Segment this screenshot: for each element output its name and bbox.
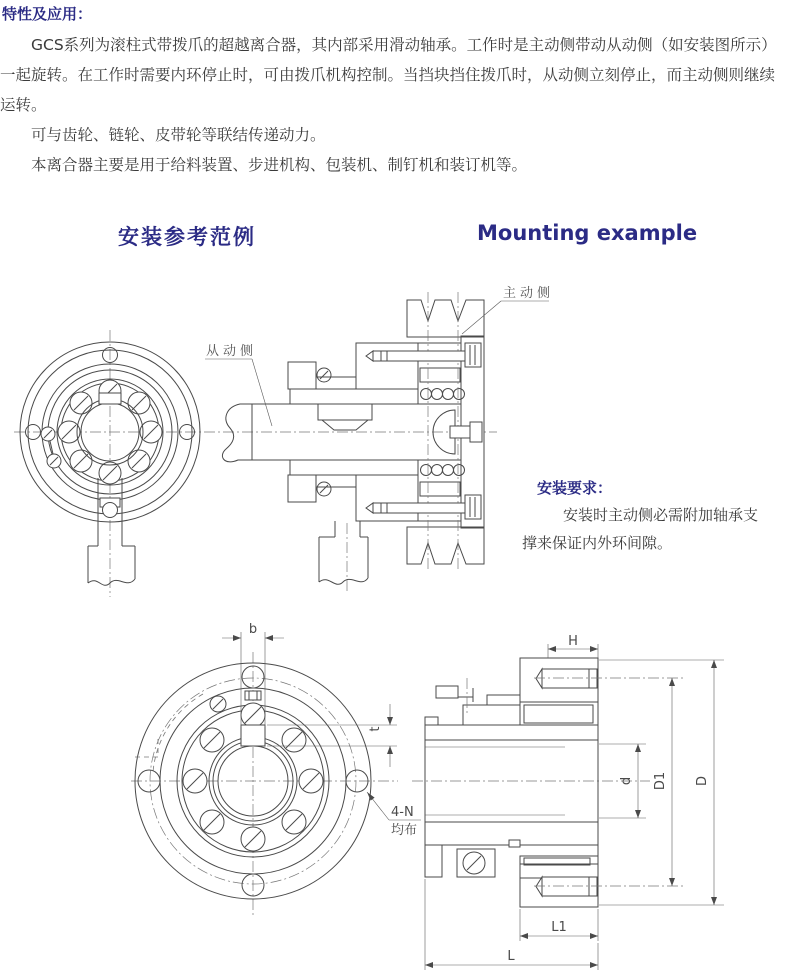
page-title: 特性及应用：	[2, 5, 93, 23]
dimensioned-front-view	[131, 622, 421, 917]
clamp-bolt-top	[366, 343, 481, 367]
dim-D1	[653, 678, 675, 886]
dim-H	[548, 634, 598, 658]
mounting-note-line: 撑来保证内外环间隙。	[522, 534, 673, 552]
mounting-note-line: 安装时主动侧必需附加轴承支	[563, 506, 759, 524]
keyway	[241, 725, 265, 746]
holes-count-label: 4-N	[391, 805, 414, 820]
dim-D-label: D	[695, 775, 710, 787]
clamp-bolt-bottom	[366, 495, 481, 519]
mounting-note-title: 安装要求：	[537, 479, 613, 497]
keyway	[99, 393, 121, 404]
intro-line: 可与齿轮、链轮、皮带轮等联结传递动力。	[31, 126, 326, 144]
dim-L-label: L	[507, 949, 515, 964]
dim-D1-label: D1	[653, 771, 668, 791]
dim-L1-label: L1	[551, 920, 567, 935]
holes-callout	[367, 792, 421, 838]
heading-mounting-cn: 安装参考范例	[118, 225, 256, 249]
dimension-figure	[0, 600, 800, 977]
section-view-clutch-pulley	[222, 292, 484, 594]
pulley-rim-top	[407, 300, 484, 337]
intro-line: 一起旋转。在工作时需要内环停止时，可由拨爪机构控制。当挡块挡住拨爪时，从动侧立刻停止，而主动侧则继续	[0, 66, 776, 84]
pawl-bracket-bottom	[457, 849, 495, 877]
holes-spacing-label: 均布	[391, 823, 418, 838]
dim-H-label: H	[568, 634, 578, 649]
driven-side-label: 从动侧	[206, 344, 258, 359]
mounting-example-figure	[0, 263, 800, 610]
heading-mounting-en: Mounting example	[477, 221, 698, 245]
dim-b-label: b	[248, 622, 258, 637]
driving-side-label: 主动侧	[503, 286, 555, 301]
pulley-rim-bottom	[407, 527, 484, 564]
intro-line: 本离合器主要是用于给料装置、步进机构、包装机、制钉机和装订机等。	[31, 156, 528, 174]
intro-line: 运转。	[0, 96, 47, 114]
driving-side-callout	[462, 285, 554, 334]
front-view-clutch	[20, 330, 200, 597]
shaft-break	[222, 404, 252, 462]
pawl-bracket-top	[436, 678, 473, 716]
dim-d-label: d	[619, 776, 634, 786]
section-control-arm	[319, 521, 368, 594]
driven-side-callout	[205, 343, 272, 426]
phantom-arc	[153, 694, 203, 772]
dim-L1	[520, 909, 598, 941]
dimensioned-section-view	[412, 634, 724, 970]
dim-t-label: t	[368, 726, 383, 732]
intro-paragraphs	[0, 30, 800, 180]
intro-line: GCS系列为滚柱式带拨爪的超越离合器，其内部采用滑动轴承。工作时是主动侧带动从动侧（如安装图所示）	[31, 36, 777, 54]
